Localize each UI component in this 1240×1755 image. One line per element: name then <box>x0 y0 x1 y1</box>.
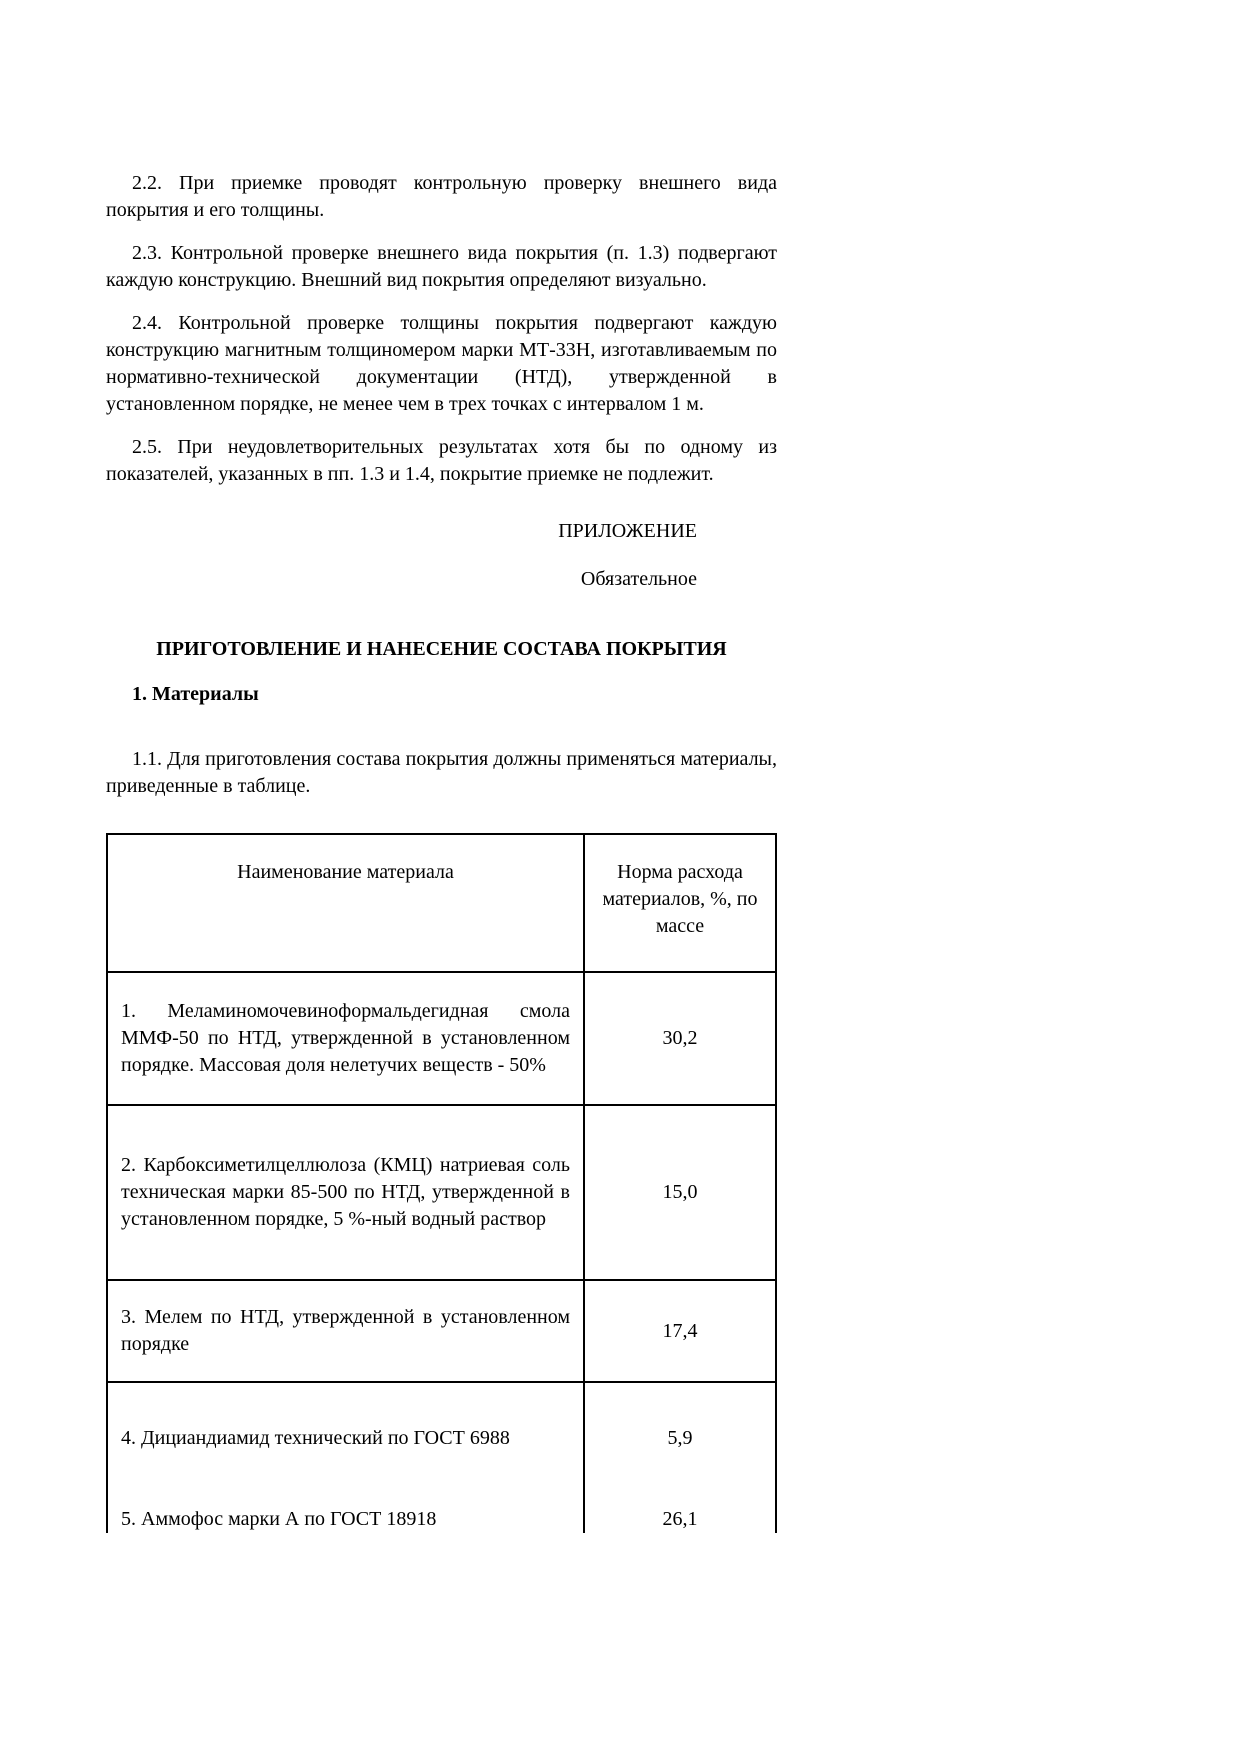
appendix-type-label: Обязательное <box>580 568 697 590</box>
paragraph-1-1: 1.1. Для приготовления состава покрытия должны применяться материалы, приведенные в таблице. <box>106 748 777 797</box>
table-row-4 <box>108 1383 775 1493</box>
cell-norm-value: 30,2 <box>662 1027 698 1049</box>
appendix-label: ПРИЛОЖЕНИЕ <box>558 520 697 542</box>
cell-material-name: 5. Аммофос марки А по ГОСТ 18918 <box>108 1493 585 1533</box>
table-row-5 <box>108 1493 775 1533</box>
paragraph-2-4: 2.4. Контрольной проверке толщины покрытия подвергают каждую конструкцию магнитным толщиномером марки МТ-33Н, изготавливаемым по нормативно-технической документации (НТД), утвержденной в установленном порядке, не менее чем в трех точках с интервалом 1 м. <box>106 312 777 415</box>
paragraph-2-2: 2.2. При приемке проводят контрольную проверку внешнего вида покрытия и его толщины. <box>106 172 777 221</box>
cell-norm-value: 17,4 <box>662 1319 698 1342</box>
materials-table <box>106 833 777 1533</box>
paragraph-2-3: 2.3. Контрольной проверке внешнего вида покрытия (п. 1.3) подвергают каждую конструкцию. Внешний вид покрытия определяют визуально. <box>106 242 777 291</box>
paragraph-2-5: 2.5. При неудовлетворительных результатах хотя бы по одному из показателей, указанных в пп. 1.3 и 1.4, покрытие приемке не подлежит. <box>106 436 777 485</box>
cell-norm-value: 26,1 <box>662 1508 698 1530</box>
subsection-title-materials: 1. Материалы <box>132 683 259 705</box>
cell-material-name: 2. Карбоксиметилцеллюлоза (КМЦ) натриевая соль техническая марки 85-500 по НТД, утвержденной в установленном порядке, 5 %-ный водный раствор <box>108 1106 585 1279</box>
cell-material-name: 3. Мелем по НТД, утвержденной в установленном порядке <box>108 1281 585 1381</box>
table-header-row <box>108 835 775 973</box>
cell-material-name: 4. Дициандиамид технический по ГОСТ 6988 <box>108 1383 585 1493</box>
table-row-2 <box>108 1106 775 1281</box>
table-header-material: Наименование материала <box>108 835 585 971</box>
cell-norm-value: 15,0 <box>662 1181 698 1203</box>
document-content <box>106 170 777 1533</box>
table-row-3 <box>108 1281 775 1383</box>
cell-material-name: 1. Меламиномочевиноформальдегидная смола ММФ-50 по НТД, утвержденной в установленном порядке. Массовая доля нелетучих веществ - 50% <box>108 973 585 1104</box>
cell-norm-value: 5,9 <box>667 1426 693 1449</box>
table-header-norm: Норма расхода материалов, %, по массе <box>602 861 758 937</box>
section-title: ПРИГОТОВЛЕНИЕ И НАНЕСЕНИЕ СОСТАВА ПОКРЫТИЯ <box>156 638 727 660</box>
table-row-1 <box>108 973 775 1106</box>
